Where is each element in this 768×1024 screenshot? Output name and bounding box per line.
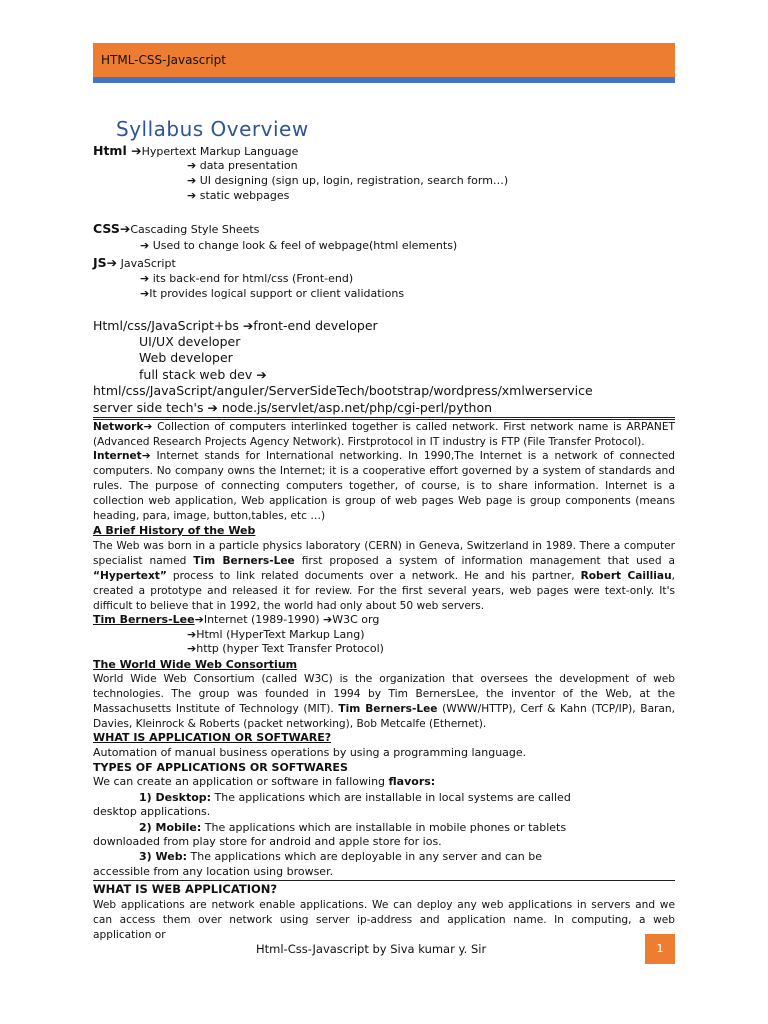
history-bold: Tim Berners-Lee xyxy=(193,555,295,567)
css-point: ➔ Used to change look & feel of webpage(html elements) xyxy=(140,239,458,252)
w3c-bold: Tim Berners-Lee xyxy=(338,703,438,715)
internet-label: Internet➔ xyxy=(93,450,151,462)
js-point: ➔ its back-end for html/css (Front-end) xyxy=(140,272,354,285)
mobile-label: 2) Mobile: xyxy=(139,821,202,834)
css-line xyxy=(93,221,259,237)
divider xyxy=(93,880,675,881)
html-point: ➔ data presentation xyxy=(187,159,298,172)
web-label: 3) Web: xyxy=(139,850,187,863)
w3c-paragraph xyxy=(93,672,675,732)
css-desc: Cascading Style Sheets xyxy=(130,223,260,236)
mobile-item xyxy=(139,821,566,835)
network-paragraph xyxy=(93,420,675,450)
mobile-text: The applications which are installable in mobile phones or tablets xyxy=(201,821,567,834)
web-item xyxy=(139,850,542,864)
header-bar xyxy=(93,43,675,77)
js-line xyxy=(93,255,176,271)
html-point: ➔ UI designing (sign up, login, registration, search form…) xyxy=(187,174,509,187)
html-line xyxy=(93,143,298,159)
types-intro-bold: flavors: xyxy=(388,775,436,788)
tbl-line3: ➔http (hyper Text Transfer Protocol) xyxy=(187,642,384,655)
history-text: process to link related documents over a network. He and his partner, xyxy=(166,570,581,582)
internet-paragraph xyxy=(93,449,675,524)
footer-text: Html-Css-Javascript by Siva kumar y. Sir xyxy=(256,942,487,956)
js-desc: JavaScript xyxy=(117,257,176,270)
history-text: The Web was born in a particle physics laboratory (CERN) in Geneva, Switzerland in 1989. There a computer specialist named xyxy=(93,540,675,567)
html-desc: Hypertext Markup Language xyxy=(141,145,299,158)
history-bold: “Hypertext” xyxy=(93,570,167,582)
app-answer: Automation of manual business operations by using a programming language. xyxy=(93,746,527,759)
types-heading: TYPES OF APPLICATIONS OR SOFTWARES xyxy=(93,761,348,774)
divider xyxy=(93,417,675,418)
css-label: CSS➔ xyxy=(93,221,131,236)
web-cont: accessible from any location using browser. xyxy=(93,865,334,878)
mobile-cont: downloaded from play store for android and apple store for ios. xyxy=(93,835,442,848)
history-text: , created a prototype and released it for review. For the first several years, web pages were text-only. It's difficult to believe that in 1992, the world had only about 50 web servers. xyxy=(93,570,675,612)
history-heading: A Brief History of the Web xyxy=(93,524,256,537)
desktop-item xyxy=(139,791,571,805)
internet-text: Internet stands for International networking. In 1990,The Internet is a network of connected computers. No company owns the Internet; it is a cooperative effort governed by a system of standards and rules. The purpose of connecting computers together, of course, is to share information. Internet is a collection web application, Web application is group of web pages Web page is group components (means heading, para, image, button,tables, etc …) xyxy=(93,450,675,522)
webapp-heading: WHAT IS WEB APPLICATION? xyxy=(93,882,278,896)
tbl-line1: ➔Internet (1989-1990) ➔W3C org xyxy=(194,613,380,626)
history-paragraph xyxy=(93,539,675,614)
w3c-text: (WWW/HTTP), Cerf & Kahn (TCP/IP), Baran, Davies, Kleinrock & Roberts (packet networking), Bob Metcalfe (Ethernet). xyxy=(93,703,675,730)
role-line: full stack web dev ➔ xyxy=(139,367,267,382)
app-question: WHAT IS APPLICATION OR SOFTWARE? xyxy=(93,731,332,744)
desktop-text: The applications which are installable in local systems are called xyxy=(211,791,571,804)
html-label: Html ➔ xyxy=(93,143,142,158)
js-label: JS➔ xyxy=(93,255,118,270)
tbl-line xyxy=(93,613,379,627)
network-text: Collection of computers interlinked together is called network. First network name is ARPANET (Advanced Research Projects Agency Network). Firstprotocol in IT industry is FTP (File Transfer Protocol). xyxy=(93,421,675,448)
header-rule xyxy=(93,77,675,83)
html-point: ➔ static webpages xyxy=(187,189,290,202)
desktop-cont: desktop applications. xyxy=(93,805,211,818)
w3c-heading: The World Wide Web Consortium xyxy=(93,658,298,671)
history-text: first proposed a system of information management that used a xyxy=(294,555,676,567)
stack-line: html/css/JavaScript/anguler/ServerSideTech/bootstrap/wordpress/xmlwerservice xyxy=(93,383,593,398)
role-line: UI/UX developer xyxy=(139,334,241,349)
page-title: Syllabus Overview xyxy=(116,117,309,141)
types-intro xyxy=(93,775,435,789)
tbl-line2: ➔Html (HyperText Markup Lang) xyxy=(187,628,365,641)
web-text: The applications which are deployable in any server and can be xyxy=(187,850,543,863)
role-line: Html/css/JavaScript+bs ➔front-end developer xyxy=(93,318,378,333)
network-label: Network➔ xyxy=(93,421,153,433)
server-line: server side tech's ➔ node.js/servlet/asp.net/php/cgi-perl/python xyxy=(93,400,493,415)
header-title: HTML-CSS-Javascript xyxy=(101,53,226,67)
w3c-text: World Wide Web Consortium (called W3C) is the organization that oversees the development of web technologies. The group was founded in 1994 by Tim BernersLee, the inventor of the Web, at the Massachusetts Institute of Technology (MIT). xyxy=(93,673,675,715)
role-line: Web developer xyxy=(139,350,233,365)
types-intro-text: We can create an application or software in fallowing xyxy=(93,775,389,788)
desktop-label: 1) Desktop: xyxy=(139,791,212,804)
js-point: ➔It provides logical support or client validations xyxy=(140,287,405,300)
page-number: 1 xyxy=(645,934,675,964)
webapp-paragraph: Web applications are network enable applications. We can deploy any web applications in servers and we can access them over network using server ip-address and application name. In computing, a web application or xyxy=(93,899,675,941)
history-bold: Robert Cailliau xyxy=(580,570,672,582)
tbl-name: Tim Berners-Lee xyxy=(93,613,195,626)
